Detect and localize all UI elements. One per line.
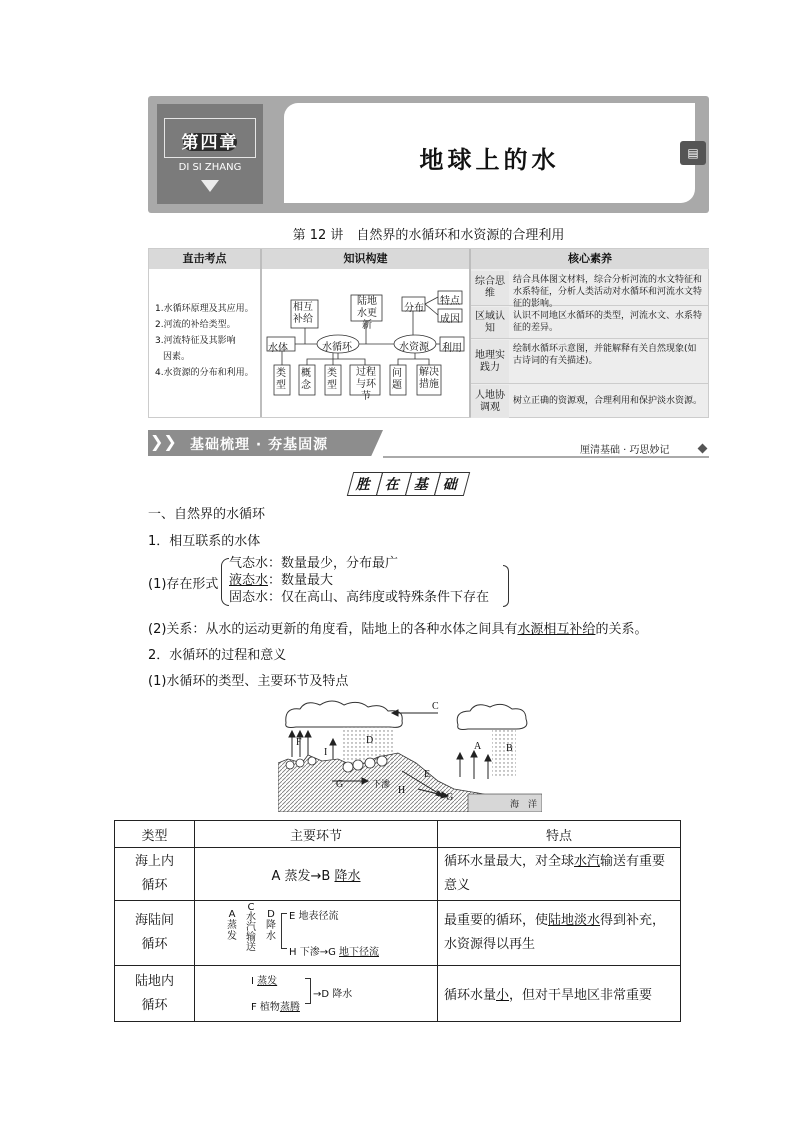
literacy-row xyxy=(471,271,709,309)
section-rule xyxy=(383,456,709,458)
step-d: D 降水 xyxy=(266,909,276,942)
water-cycle-diagram xyxy=(278,697,542,812)
diagram-label-g: G xyxy=(336,779,344,790)
feature-key: 小 xyxy=(496,988,510,1003)
cloud-right xyxy=(457,704,527,729)
exam-point: 因素。 xyxy=(163,352,191,362)
step-d: →D 降水 xyxy=(313,989,353,1000)
exist-val: ：仅在高山、高纬度或特殊条件下存在 xyxy=(268,590,490,605)
section-title: 基础梳理 · 夯基固源 xyxy=(190,437,329,453)
cycle-feature xyxy=(438,966,681,1022)
cycle-steps xyxy=(195,848,438,901)
cycle-type: 海上内循环 xyxy=(115,848,195,901)
step-i-key: 蒸发 xyxy=(257,976,278,987)
map-leaf-problems: 问题 xyxy=(392,368,402,391)
relation-text xyxy=(148,618,647,637)
col-header: 类型 xyxy=(115,821,195,848)
overview-header-literacy: 核心素养 xyxy=(471,249,709,269)
cloud-left xyxy=(286,701,403,728)
literacy-desc: 认识不同地区水循环的类型，河流水文、水系特征的差异。 xyxy=(513,311,703,333)
overview-table xyxy=(148,248,709,418)
left-brace xyxy=(221,558,229,606)
exist-label: (1)存在形式 xyxy=(148,577,219,592)
step-f xyxy=(251,998,300,1013)
step-g-key: 地下径流 xyxy=(339,947,380,958)
cycle-feature xyxy=(438,901,681,966)
map-node-supply: 相互补给 xyxy=(293,302,313,325)
table-row xyxy=(115,901,681,966)
overview-header-points: 直击考点 xyxy=(149,249,260,269)
map-leaf-process: 过程与环节 xyxy=(356,367,376,402)
knowledge-map xyxy=(262,269,469,417)
exist-key: 气态水 xyxy=(229,556,269,571)
heading-2: 2．水循环的过程和意义 xyxy=(148,648,287,663)
step-e: E 地表径流 xyxy=(289,911,339,922)
merge-bracket xyxy=(305,978,311,1004)
lesson-title: 第 12 讲 自然界的水循环和水资源的合理利用 xyxy=(292,228,565,243)
feature-key: 陆地淡水 xyxy=(548,913,601,928)
feature-key: 水汽 xyxy=(574,854,601,869)
step-key: 降水 xyxy=(334,868,361,884)
right-paren xyxy=(503,565,509,607)
map-leaf-types2: 类型 xyxy=(327,368,337,391)
diagram-label-sea: 海 洋 xyxy=(510,799,538,809)
literacy-name: 区域认知 xyxy=(471,307,509,338)
relation-key: 水源相互补给 xyxy=(517,622,596,637)
diagram-label-e: E xyxy=(424,769,431,780)
heading-3: (1)水循环的类型、主要环节及特点 xyxy=(148,674,349,689)
diagram-label-b: B xyxy=(506,743,513,754)
step-c: C 水汽输送 xyxy=(246,902,256,953)
branch-bracket xyxy=(281,913,287,949)
chapter-title: 地球上的水 xyxy=(419,146,560,174)
map-node-land-water: 陆地水更新 xyxy=(357,296,377,331)
step-i-pre: I xyxy=(251,976,258,987)
subhead-char: 基 xyxy=(405,472,441,496)
step-h-text: H 下渗→G xyxy=(289,947,340,958)
exist-val: ：数量最大 xyxy=(268,573,334,588)
overview-header-map: 知识构建 xyxy=(262,249,469,269)
step-a: A 蒸发 xyxy=(227,909,237,942)
relation-post: 的关系。 xyxy=(595,622,648,637)
exam-point: 4.水资源的分布和利用。 xyxy=(155,368,254,378)
literacy-name: 人地协调观 xyxy=(471,385,509,418)
cycle-table xyxy=(114,820,681,1022)
exam-point: 2.河流的补给类型。 xyxy=(155,320,236,330)
diagram-label-infiltrate: 下渗 xyxy=(372,779,391,789)
exist-key: 液态水 xyxy=(229,573,269,588)
heading-2: 1．相互联系的水体 xyxy=(148,534,261,549)
feature-post: ，但对干旱地区非常重要 xyxy=(509,988,653,1003)
subhead-char: 在 xyxy=(376,472,412,496)
literacy-name: 地理实践力 xyxy=(471,340,509,383)
chapter-badge xyxy=(157,104,263,204)
diagram-label-i: I xyxy=(324,747,328,758)
step-f-key: 蒸腾 xyxy=(279,1002,300,1013)
step-text: A 蒸发→B xyxy=(271,868,335,884)
subhead-char: 胜 xyxy=(347,472,383,496)
exist-val: ：数量最少，分布最广 xyxy=(268,556,399,571)
feature-post: 得到补充，水资源得以再生 xyxy=(444,913,666,952)
map-node-causes: 成因 xyxy=(440,314,460,325)
exist-list xyxy=(229,555,489,606)
diagram-label-d: D xyxy=(366,735,374,746)
diagram-label-f: F xyxy=(296,737,302,748)
diagram-label-c: C xyxy=(432,701,439,712)
literacy-name: 综合思维 xyxy=(471,271,509,305)
section-note: 厘清基础 · 巧思妙记 xyxy=(580,445,670,456)
literacy-desc: 结合具体图文材料，综合分析河流的水文特征和水系特征，分析人类活动对水循环和河流水文特征的影响。 xyxy=(513,275,703,309)
step-f-pre: F 植物 xyxy=(251,1002,280,1013)
exist-item xyxy=(229,572,489,589)
literacy-desc: 绘制水循环示意图，并能解释有关自然现象(如古诗词的有关描述)。 xyxy=(513,344,697,366)
literacy-row xyxy=(471,385,709,418)
cycle-type: 陆地内循环 xyxy=(115,966,195,1022)
exam-point: 3.河流特征及其影响 xyxy=(155,336,236,346)
cycle-steps xyxy=(195,901,438,966)
feature-pre: 最重要的循环，使 xyxy=(444,913,549,928)
chapter-pinyin: DI SI ZHANG xyxy=(178,162,242,173)
map-node-distribution: 分布 xyxy=(404,303,424,314)
subhead xyxy=(350,472,466,496)
col-header: 特点 xyxy=(438,821,681,848)
book-search-icon: ▤ xyxy=(680,141,706,165)
map-node-use: 利用 xyxy=(442,343,462,354)
step-i xyxy=(251,972,277,987)
exam-points-column xyxy=(149,269,260,417)
diagram-label-h: H xyxy=(398,785,406,796)
diagram-label-g2: G xyxy=(446,792,454,803)
literacy-row xyxy=(471,340,709,384)
map-leaf-types: 类型 xyxy=(276,368,286,391)
step-h xyxy=(289,943,379,958)
chapter-number: 第四章 xyxy=(181,133,239,153)
table-header-row xyxy=(115,821,681,848)
table-row xyxy=(115,848,681,901)
map-node-features: 特点 xyxy=(440,296,460,307)
map-node-water-body: 水体 xyxy=(268,343,288,354)
map-leaf-solutions: 解决措施 xyxy=(419,367,439,390)
cycle-feature xyxy=(438,848,681,901)
literacy-row xyxy=(471,307,709,339)
feature-post: 输送有重要意义 xyxy=(444,854,666,893)
heading-1: 一、自然界的水循环 xyxy=(148,507,266,522)
feature-pre: 循环水量最大，对全球 xyxy=(444,854,575,869)
diamond-icon xyxy=(698,444,708,454)
cycle-steps xyxy=(195,966,438,1022)
cycle-type: 海陆间循环 xyxy=(115,901,195,966)
table-row xyxy=(115,966,681,1022)
chevron-right-icon: ❯❯ xyxy=(150,432,177,451)
col-header: 主要环节 xyxy=(195,821,438,848)
literacy-desc: 树立正确的资源观，合理利用和保护淡水资源。 xyxy=(513,396,703,406)
map-leaf-concept: 概念 xyxy=(301,368,311,391)
exist-key: 固态水 xyxy=(229,590,269,605)
exist-item xyxy=(229,555,489,572)
feature-pre: 循环水量 xyxy=(444,988,497,1003)
map-node-cycle: 水循环 xyxy=(322,342,352,353)
exist-item xyxy=(229,589,489,606)
diagram-label-a: A xyxy=(474,741,482,752)
exam-point: 1.水循环原理及其应用。 xyxy=(155,304,254,314)
map-node-resource: 水资源 xyxy=(399,342,429,353)
subhead-char: 础 xyxy=(434,472,470,496)
relation-pre: (2)关系：从水的运动更新的角度看，陆地上的各种水体之间具有 xyxy=(148,622,518,637)
